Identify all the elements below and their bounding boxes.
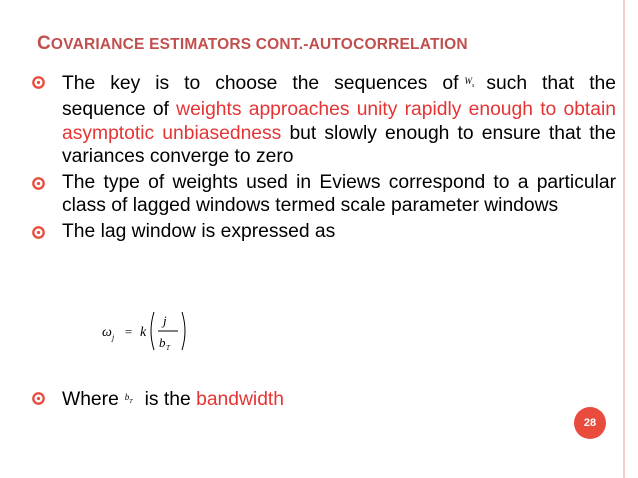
svg-text:ω: ω: [102, 325, 112, 340]
svg-text:j: j: [112, 333, 115, 342]
math-ws: $W_s$: [464, 76, 475, 89]
svg-text:b: b: [159, 335, 166, 350]
target-bullet-icon: [32, 226, 45, 239]
svg-text:j: j: [163, 313, 167, 328]
highlight-text: weights approaches unity rapidly enough to obtain asymptotic unbiasedness: [62, 99, 617, 144]
bandwidth-highlight: bandwidth: [196, 389, 284, 411]
svg-text:T: T: [166, 344, 170, 352]
slide-title: [37, 33, 468, 55]
title-rest: OVARIANCE ESTIMATORS CONT.-AUTOCORRELATION: [50, 36, 468, 53]
svg-text:k: k: [140, 325, 147, 340]
bullet-item-3: The lag window is expressed as: [32, 220, 616, 244]
formula-svg: [102, 306, 212, 354]
target-bullet-icon: [32, 392, 45, 405]
target-bullet-icon: [32, 177, 45, 190]
bullet-list: [32, 70, 616, 245]
title-initial: C: [37, 33, 51, 54]
bullet-item-4: Where $b_T$ is the bandwidth: [32, 386, 616, 414]
target-bullet-icon: [32, 76, 45, 89]
slide-border: [623, 0, 625, 478]
page-number-badge: 28: [574, 407, 606, 439]
bullet-item-1: The key is to choose the sequences of $W_s$ such that the sequence of weights approaches unity rapidly enough to obtain asymptotic unbiasedness but slowly enough to ensure that the variances converge to zero: [32, 70, 616, 169]
bullet-item-2: The type of weights used in Eviews correspond to a particular class of lagged windows termed scale parameter windows: [32, 171, 616, 218]
math-bt: $b_T$: [124, 392, 133, 405]
svg-text:=: =: [124, 324, 133, 339]
bullet-list-bottom: [32, 386, 616, 416]
lag-window-formula: [102, 306, 212, 358]
